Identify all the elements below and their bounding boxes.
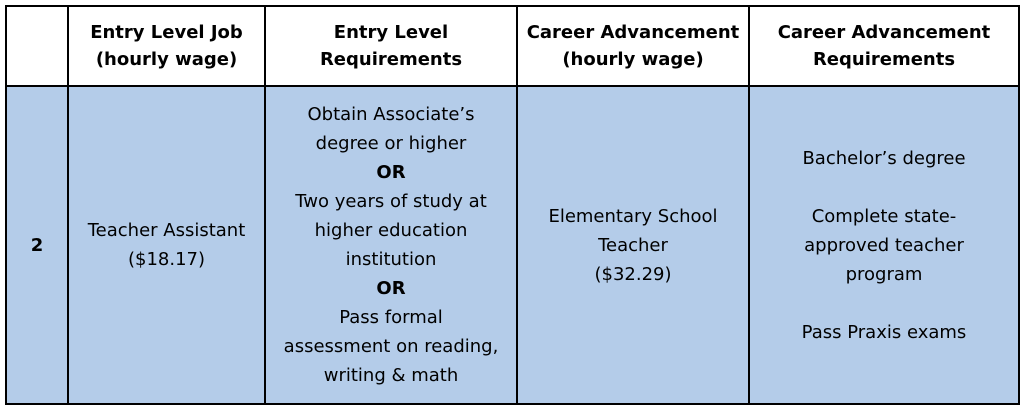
requirement-line: writing & math <box>323 365 459 386</box>
career-pathway-table <box>5 5 1020 405</box>
entry-job-wage: ($18.17) <box>127 249 206 270</box>
entry-requirements-cell <box>265 86 517 404</box>
header-text-line: Entry Level Job <box>90 22 243 43</box>
header-text-line: (hourly wage) <box>95 49 238 70</box>
header-row <box>6 6 1019 86</box>
header-entry-level-job <box>68 6 265 86</box>
header-row-number <box>6 6 68 86</box>
row-number-cell: 2 <box>6 86 68 404</box>
career-job-wage: ($32.29) <box>594 263 672 285</box>
entry-job-title: Teacher Assistant <box>87 220 246 241</box>
header-text-line: Career Advancement <box>777 22 991 43</box>
requirement-line: Pass formal <box>339 307 443 328</box>
career-job-title: Elementary School <box>548 205 718 227</box>
career-requirements-cell <box>749 86 1019 404</box>
career-job-cell <box>517 86 749 404</box>
header-entry-level-requirements <box>265 6 517 86</box>
header-text-line: (hourly wage) <box>562 49 704 70</box>
career-requirement-item: program <box>845 263 923 285</box>
header-text-line: Career Advancement <box>526 22 740 43</box>
career-requirement-item: Bachelor’s degree <box>802 147 966 169</box>
header-career-advancement-requirements <box>749 6 1019 86</box>
spacer <box>756 289 1012 318</box>
requirement-line: higher education <box>314 220 468 241</box>
requirement-line: assessment on reading, <box>283 336 499 357</box>
requirement-line: degree or higher <box>315 133 467 154</box>
table-row <box>6 86 1019 404</box>
career-requirement-item: approved teacher <box>804 234 964 256</box>
career-job-title: Teacher <box>598 234 668 256</box>
career-requirement-item: Pass Praxis exams <box>801 321 967 343</box>
spacer <box>756 173 1012 202</box>
header-text-line: Entry Level <box>333 22 449 43</box>
or-label: OR <box>376 162 406 183</box>
requirement-line: Two years of study at <box>295 191 487 212</box>
career-requirement-item: Complete state- <box>811 205 957 227</box>
header-text-line: Requirements <box>812 49 956 70</box>
requirement-line: institution <box>345 249 437 270</box>
entry-job-cell <box>68 86 265 404</box>
header-text-line: Requirements <box>319 49 463 70</box>
requirement-line: Obtain Associate’s <box>307 104 475 125</box>
header-career-advancement <box>517 6 749 86</box>
or-label: OR <box>376 278 406 299</box>
career-pathway-table-container <box>5 5 1020 405</box>
